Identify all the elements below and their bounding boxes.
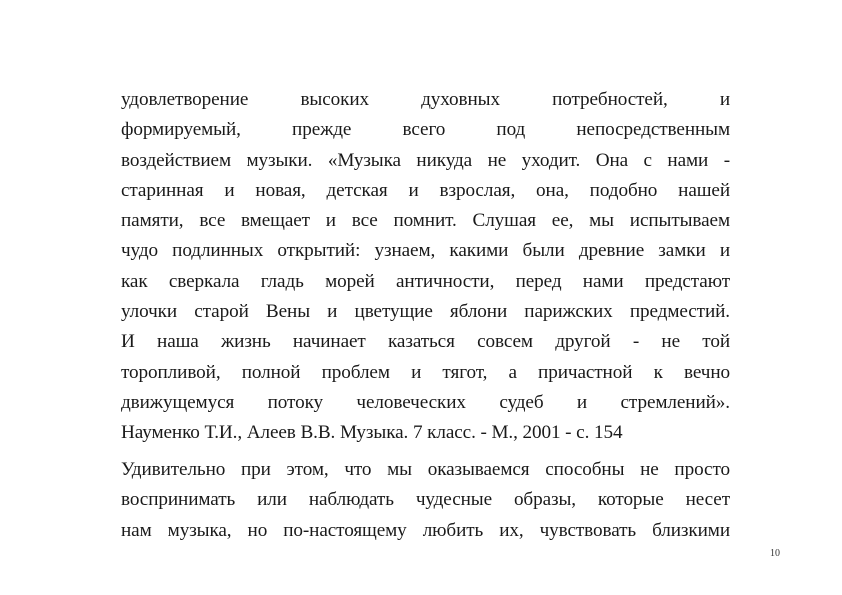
text-line: удовлетворение высоких духовных потребностей, и	[121, 89, 730, 110]
text-line: нам музыка, но по-настоящему любить их, чувствовать близкими	[121, 519, 730, 541]
text-line: старинная и новая, детская и взрослая, она, подобно нашей	[121, 179, 730, 201]
text-line: улочки старой Вены и цветущие яблони парижских предместий.	[121, 301, 730, 323]
paragraph-body	[121, 455, 730, 546]
text-line: движущемуся потоку человеческих судеб и стремлений».	[121, 391, 730, 413]
text-line: Удивительно при этом, что мы оказываемся способны не просто	[121, 459, 730, 480]
text-line: формируемый, прежде всего под непосредственным	[121, 119, 730, 141]
text-line: воздействием музыки. «Музыка никуда не уходит. Она с нами -	[121, 149, 730, 171]
text-line: торопливой, полной проблем и тягот, а причастной к вечно	[121, 361, 730, 383]
page-number: 10	[770, 548, 780, 559]
text-line: воспринимать или наблюдать чудесные образы, которые несет	[121, 489, 730, 511]
text-line: чудо подлинных открытий: узнаем, какими были древние замки и	[121, 240, 730, 262]
citation-line: Науменко Т.И., Алеев В.В. Музыка. 7 класс. - М., 2001 - с. 154	[121, 422, 623, 444]
text-line: памяти, все вмещает и все помнит. Слушая ее, мы испытываем	[121, 210, 730, 232]
paragraph-quote	[121, 85, 730, 449]
text-line: как сверкала гладь морей античности, перед нами предстают	[121, 270, 730, 292]
text-line: И наша жизнь начинает казаться совсем другой - не той	[121, 331, 730, 353]
